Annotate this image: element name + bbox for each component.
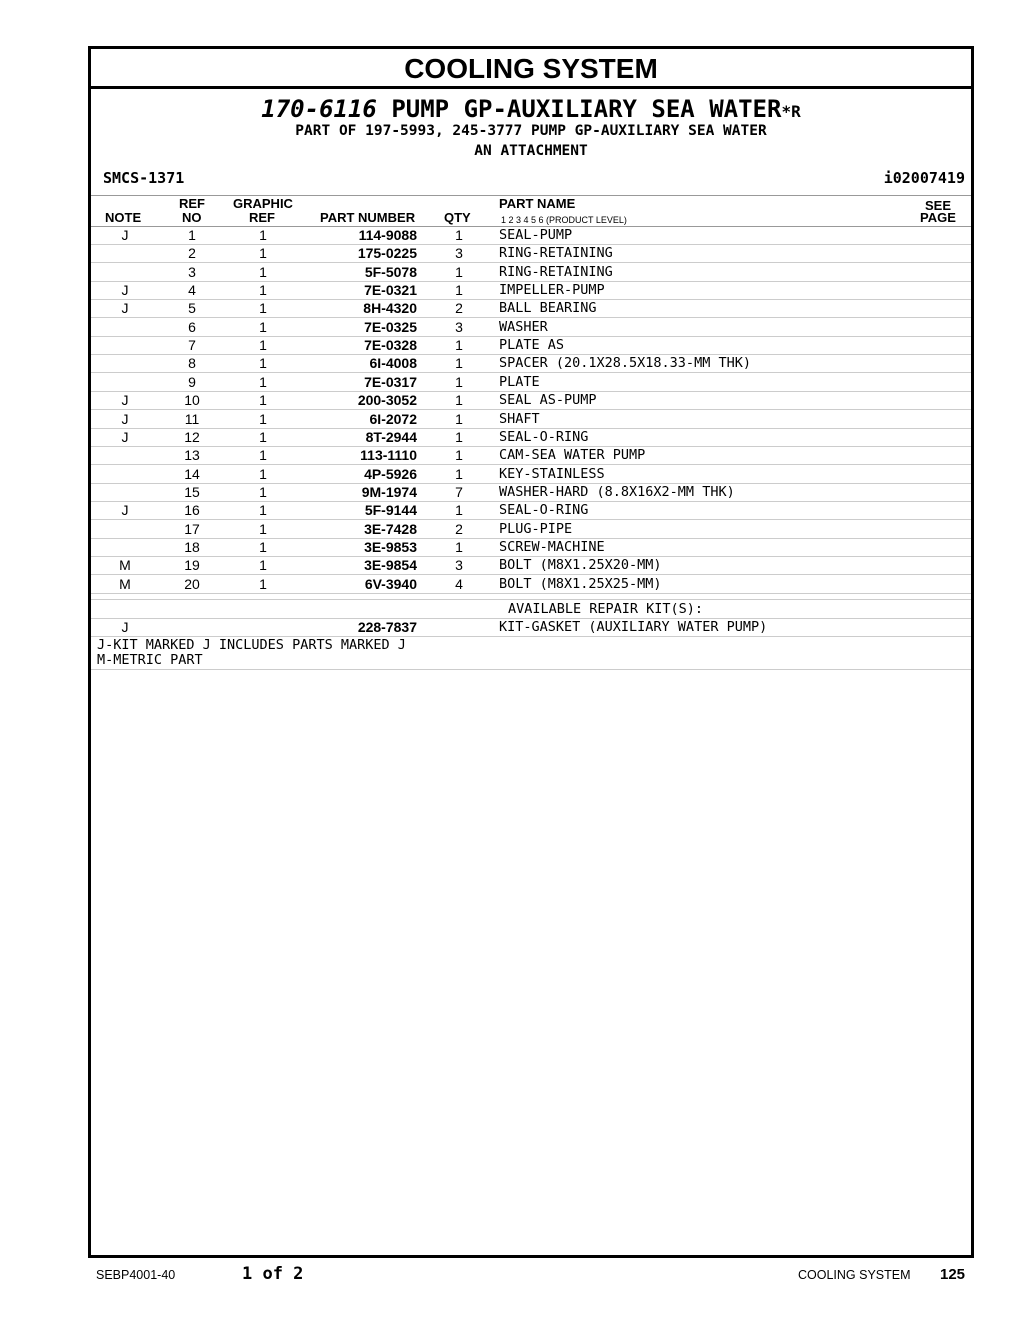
row-qty: 1 bbox=[455, 392, 463, 409]
row-note: J bbox=[121, 428, 129, 445]
row-ref-no: 15 bbox=[184, 483, 200, 500]
row-ref-no: 5 bbox=[188, 300, 196, 317]
row-part-number: 4P-5926 bbox=[364, 465, 417, 482]
header-graphic-2: REF bbox=[249, 210, 275, 225]
row-qty: 1 bbox=[455, 447, 463, 464]
row-part-number: 9M-1974 bbox=[361, 483, 417, 500]
row-graphic-ref: 1 bbox=[259, 520, 267, 537]
row-part-name: PLUG-PIPE bbox=[499, 520, 573, 537]
row-ref-no: 8 bbox=[188, 355, 196, 372]
row-qty: 1 bbox=[455, 428, 463, 445]
row-part-number: 3E-9853 bbox=[364, 538, 417, 555]
row-ref-no: 2 bbox=[188, 245, 196, 262]
footer-page-of: 1 of 2 bbox=[242, 1264, 304, 1284]
row-ref-no: 17 bbox=[184, 520, 200, 537]
row-qty: 2 bbox=[455, 300, 463, 317]
table-row bbox=[91, 575, 971, 594]
row-graphic-ref: 1 bbox=[259, 245, 267, 262]
row-part-name: IMPELLER-PUMP bbox=[499, 282, 605, 299]
row-part-name: SCREW-MACHINE bbox=[499, 538, 605, 555]
table-row bbox=[91, 336, 971, 355]
header-see-2: PAGE bbox=[920, 210, 956, 225]
row-graphic-ref: 1 bbox=[259, 392, 267, 409]
row-ref-no: 10 bbox=[184, 392, 200, 409]
row-qty: 1 bbox=[455, 502, 463, 519]
row-graphic-ref: 1 bbox=[259, 465, 267, 482]
table-row bbox=[91, 391, 971, 410]
row-qty: 3 bbox=[455, 557, 463, 574]
row-part-name: SHAFT bbox=[499, 410, 540, 427]
table-row bbox=[91, 556, 971, 575]
table-row bbox=[91, 520, 971, 539]
row-qty: 4 bbox=[455, 575, 463, 592]
row-graphic-ref: 1 bbox=[259, 502, 267, 519]
row-part-number: 3E-9854 bbox=[364, 557, 417, 574]
kit-row bbox=[91, 618, 971, 637]
subtitle-part-of: PART OF 197-5993, 245-3777 PUMP GP-AUXILIARY SEA WATER bbox=[295, 123, 767, 139]
row-graphic-ref: 1 bbox=[259, 428, 267, 445]
table-row bbox=[91, 299, 971, 318]
group-name: PUMP GP-AUXILIARY SEA WATER bbox=[376, 95, 782, 123]
table-row bbox=[91, 410, 971, 429]
row-ref-no: 3 bbox=[188, 263, 196, 280]
row-ref-no: 12 bbox=[184, 428, 200, 445]
kit-note: J bbox=[121, 619, 129, 635]
row-part-name: RING-RETAINING bbox=[499, 263, 613, 280]
row-part-number: 5F-9144 bbox=[364, 502, 417, 519]
section-title: COOLING SYSTEM bbox=[91, 49, 971, 89]
row-qty: 1 bbox=[455, 538, 463, 555]
header-note: NOTE bbox=[105, 210, 142, 225]
row-graphic-ref: 1 bbox=[259, 575, 267, 592]
row-part-name: RING-RETAINING bbox=[499, 245, 613, 262]
row-part-name: WASHER bbox=[499, 318, 548, 335]
row-graphic-ref: 1 bbox=[259, 300, 267, 317]
header-graphic-1: GRAPHIC bbox=[233, 196, 293, 211]
row-ref-no: 20 bbox=[184, 575, 200, 592]
row-part-number: 114-9088 bbox=[358, 227, 417, 243]
row-qty: 1 bbox=[455, 282, 463, 299]
row-note: J bbox=[121, 392, 129, 409]
document-identifier: i02007419 bbox=[883, 169, 965, 187]
row-note: J bbox=[121, 227, 129, 243]
footer-page-number: 125 bbox=[940, 1266, 966, 1283]
header-qty: QTY bbox=[444, 210, 471, 225]
row-ref-no: 1 bbox=[188, 227, 196, 243]
row-part-number: 6I-4008 bbox=[369, 355, 417, 372]
row-part-name: KEY-STAINLESS bbox=[499, 465, 605, 482]
row-part-number: 7E-0321 bbox=[364, 282, 417, 299]
row-part-number: 7E-0317 bbox=[364, 373, 417, 390]
row-graphic-ref: 1 bbox=[259, 337, 267, 354]
row-graphic-ref: 1 bbox=[259, 318, 267, 335]
row-note: J bbox=[121, 410, 129, 427]
row-ref-no: 18 bbox=[184, 538, 200, 555]
row-graphic-ref: 1 bbox=[259, 538, 267, 555]
row-qty: 1 bbox=[455, 373, 463, 390]
row-ref-no: 16 bbox=[184, 502, 200, 519]
row-qty: 1 bbox=[455, 355, 463, 372]
note-j: J-KIT MARKED J INCLUDES PARTS MARKED J bbox=[97, 637, 406, 653]
table-row bbox=[91, 226, 971, 245]
header-ref-2: NO bbox=[182, 210, 202, 225]
row-part-number: 175-0225 bbox=[357, 245, 417, 262]
row-ref-no: 13 bbox=[184, 447, 200, 464]
row-note: M bbox=[119, 575, 131, 592]
row-graphic-ref: 1 bbox=[259, 557, 267, 574]
row-part-number: 3E-7428 bbox=[364, 520, 417, 537]
kit-part-number: 228-7837 bbox=[357, 619, 417, 635]
row-ref-no: 6 bbox=[188, 318, 196, 335]
row-part-number: 8H-4320 bbox=[363, 300, 417, 317]
row-part-name: SEAL-O-RING bbox=[499, 502, 589, 519]
table-row bbox=[91, 318, 971, 337]
row-note: M bbox=[119, 557, 131, 574]
table-row bbox=[91, 244, 971, 263]
row-qty: 3 bbox=[455, 245, 463, 262]
table-row bbox=[91, 354, 971, 373]
table-row bbox=[91, 538, 971, 557]
row-qty: 2 bbox=[455, 520, 463, 537]
row-ref-no: 7 bbox=[188, 337, 196, 354]
page-frame bbox=[88, 46, 974, 1258]
row-part-name: BALL BEARING bbox=[499, 300, 597, 317]
row-part-name: BOLT (M8X1.25X20-MM) bbox=[499, 557, 662, 574]
footer-doc-id: SEBP4001-40 bbox=[96, 1268, 176, 1282]
row-part-name: PLATE AS bbox=[499, 337, 565, 354]
header-ref-1: REF bbox=[179, 196, 205, 211]
table-row bbox=[91, 373, 971, 392]
row-ref-no: 4 bbox=[188, 282, 196, 299]
row-graphic-ref: 1 bbox=[259, 227, 267, 243]
row-graphic-ref: 1 bbox=[259, 263, 267, 280]
smcs-code: SMCS-1371 bbox=[103, 169, 185, 187]
kit-name: KIT-GASKET (AUXILIARY WATER PUMP) bbox=[499, 619, 768, 635]
row-qty: 1 bbox=[455, 337, 463, 354]
row-part-name: WASHER-HARD (8.8X16X2-MM THK) bbox=[499, 483, 735, 500]
table-row bbox=[91, 465, 971, 484]
row-ref-no: 14 bbox=[184, 465, 200, 482]
row-graphic-ref: 1 bbox=[259, 483, 267, 500]
row-part-name: SEAL-PUMP bbox=[499, 227, 573, 243]
header-product-level: 1 2 3 4 5 6 (PRODUCT LEVEL) bbox=[501, 215, 627, 225]
row-ref-no: 11 bbox=[184, 410, 200, 427]
row-graphic-ref: 1 bbox=[259, 373, 267, 390]
row-part-name: CAM-SEA WATER PUMP bbox=[499, 447, 646, 464]
footer-section: COOLING SYSTEM bbox=[798, 1268, 911, 1282]
row-part-number: 5F-5078 bbox=[364, 263, 417, 280]
row-part-number: 7E-0328 bbox=[364, 337, 417, 354]
table-row bbox=[91, 483, 971, 502]
row-graphic-ref: 1 bbox=[259, 355, 267, 372]
table-row bbox=[91, 446, 971, 465]
row-qty: 7 bbox=[455, 483, 463, 500]
table-row bbox=[91, 263, 971, 282]
row-part-number: 113-1110 bbox=[360, 447, 417, 464]
group-title bbox=[91, 95, 971, 123]
row-qty: 1 bbox=[455, 227, 463, 243]
repair-kits-heading: AVAILABLE REPAIR KIT(S): bbox=[508, 601, 704, 617]
table-row bbox=[91, 281, 971, 300]
row-part-number: 200-3052 bbox=[357, 392, 417, 409]
header-part-number: PART NUMBER bbox=[320, 210, 416, 225]
row-qty: 3 bbox=[455, 318, 463, 335]
row-part-number: 8T-2944 bbox=[365, 428, 417, 445]
notes-divider bbox=[91, 669, 971, 670]
row-qty: 1 bbox=[455, 263, 463, 280]
row-part-name: SPACER (20.1X28.5X18.33-MM THK) bbox=[499, 355, 751, 372]
table-header bbox=[91, 195, 971, 227]
row-part-number: 6I-2072 bbox=[369, 410, 417, 427]
row-part-name: BOLT (M8X1.25X25-MM) bbox=[499, 575, 662, 592]
row-part-name: SEAL AS-PUMP bbox=[499, 392, 597, 409]
row-qty: 1 bbox=[455, 465, 463, 482]
row-graphic-ref: 1 bbox=[259, 410, 267, 427]
row-graphic-ref: 1 bbox=[259, 282, 267, 299]
row-part-number: 7E-0325 bbox=[364, 318, 417, 335]
repair-kits-heading-row bbox=[91, 599, 971, 619]
row-part-name: PLATE bbox=[499, 373, 540, 390]
row-qty: 1 bbox=[455, 410, 463, 427]
table-row bbox=[91, 428, 971, 447]
header-part-name: PART NAME bbox=[499, 196, 576, 211]
row-note: J bbox=[121, 282, 129, 299]
row-part-name: SEAL-O-RING bbox=[499, 428, 589, 445]
group-suffix: *R bbox=[781, 102, 801, 121]
note-m: M-METRIC PART bbox=[97, 652, 203, 668]
table-row bbox=[91, 501, 971, 520]
header-see-1: SEE bbox=[925, 198, 952, 213]
row-part-number: 6V-3940 bbox=[364, 575, 417, 592]
group-part-number: 170-6116 bbox=[261, 95, 377, 123]
row-graphic-ref: 1 bbox=[259, 447, 267, 464]
row-note: J bbox=[121, 300, 129, 317]
row-ref-no: 9 bbox=[188, 373, 196, 390]
row-ref-no: 19 bbox=[184, 557, 200, 574]
row-note: J bbox=[121, 502, 129, 519]
subtitle-attachment: AN ATTACHMENT bbox=[474, 143, 588, 159]
